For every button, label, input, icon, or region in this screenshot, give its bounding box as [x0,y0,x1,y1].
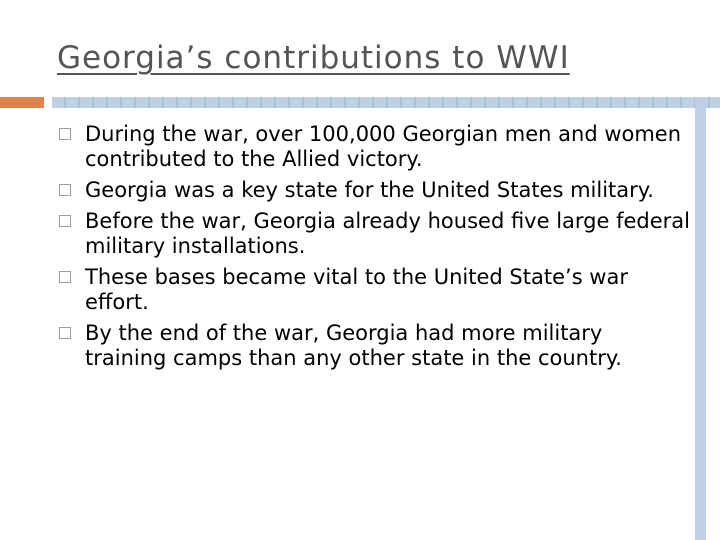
bullet-text: Before the war, Georgia already housed five large federal military installations. [85,209,690,258]
blue-header-bar [52,97,720,108]
square-bullet-icon [59,271,71,283]
bullet-text: These bases became vital to the United State’s war effort. [85,265,628,314]
bullet-item [58,321,690,371]
bullet-item [58,122,690,172]
orange-accent-bar [0,97,44,108]
blue-vertical-bar [695,97,706,540]
bullet-item [58,178,690,203]
bullet-item [58,209,690,259]
bullet-item [58,265,690,315]
square-bullet-icon [59,128,71,140]
bullet-text: By the end of the war, Georgia had more military training camps than any other state in the country. [85,321,622,370]
square-bullet-icon [59,184,71,196]
square-bullet-icon [59,215,71,227]
bullet-list [58,122,690,377]
bullet-text: Georgia was a key state for the United States military. [85,178,654,202]
slide-title: Georgia’s contributions to WWI [57,40,570,76]
bullet-text: During the war, over 100,000 Georgian men and women contributed to the Allied victory. [85,122,682,171]
square-bullet-icon [59,327,71,339]
